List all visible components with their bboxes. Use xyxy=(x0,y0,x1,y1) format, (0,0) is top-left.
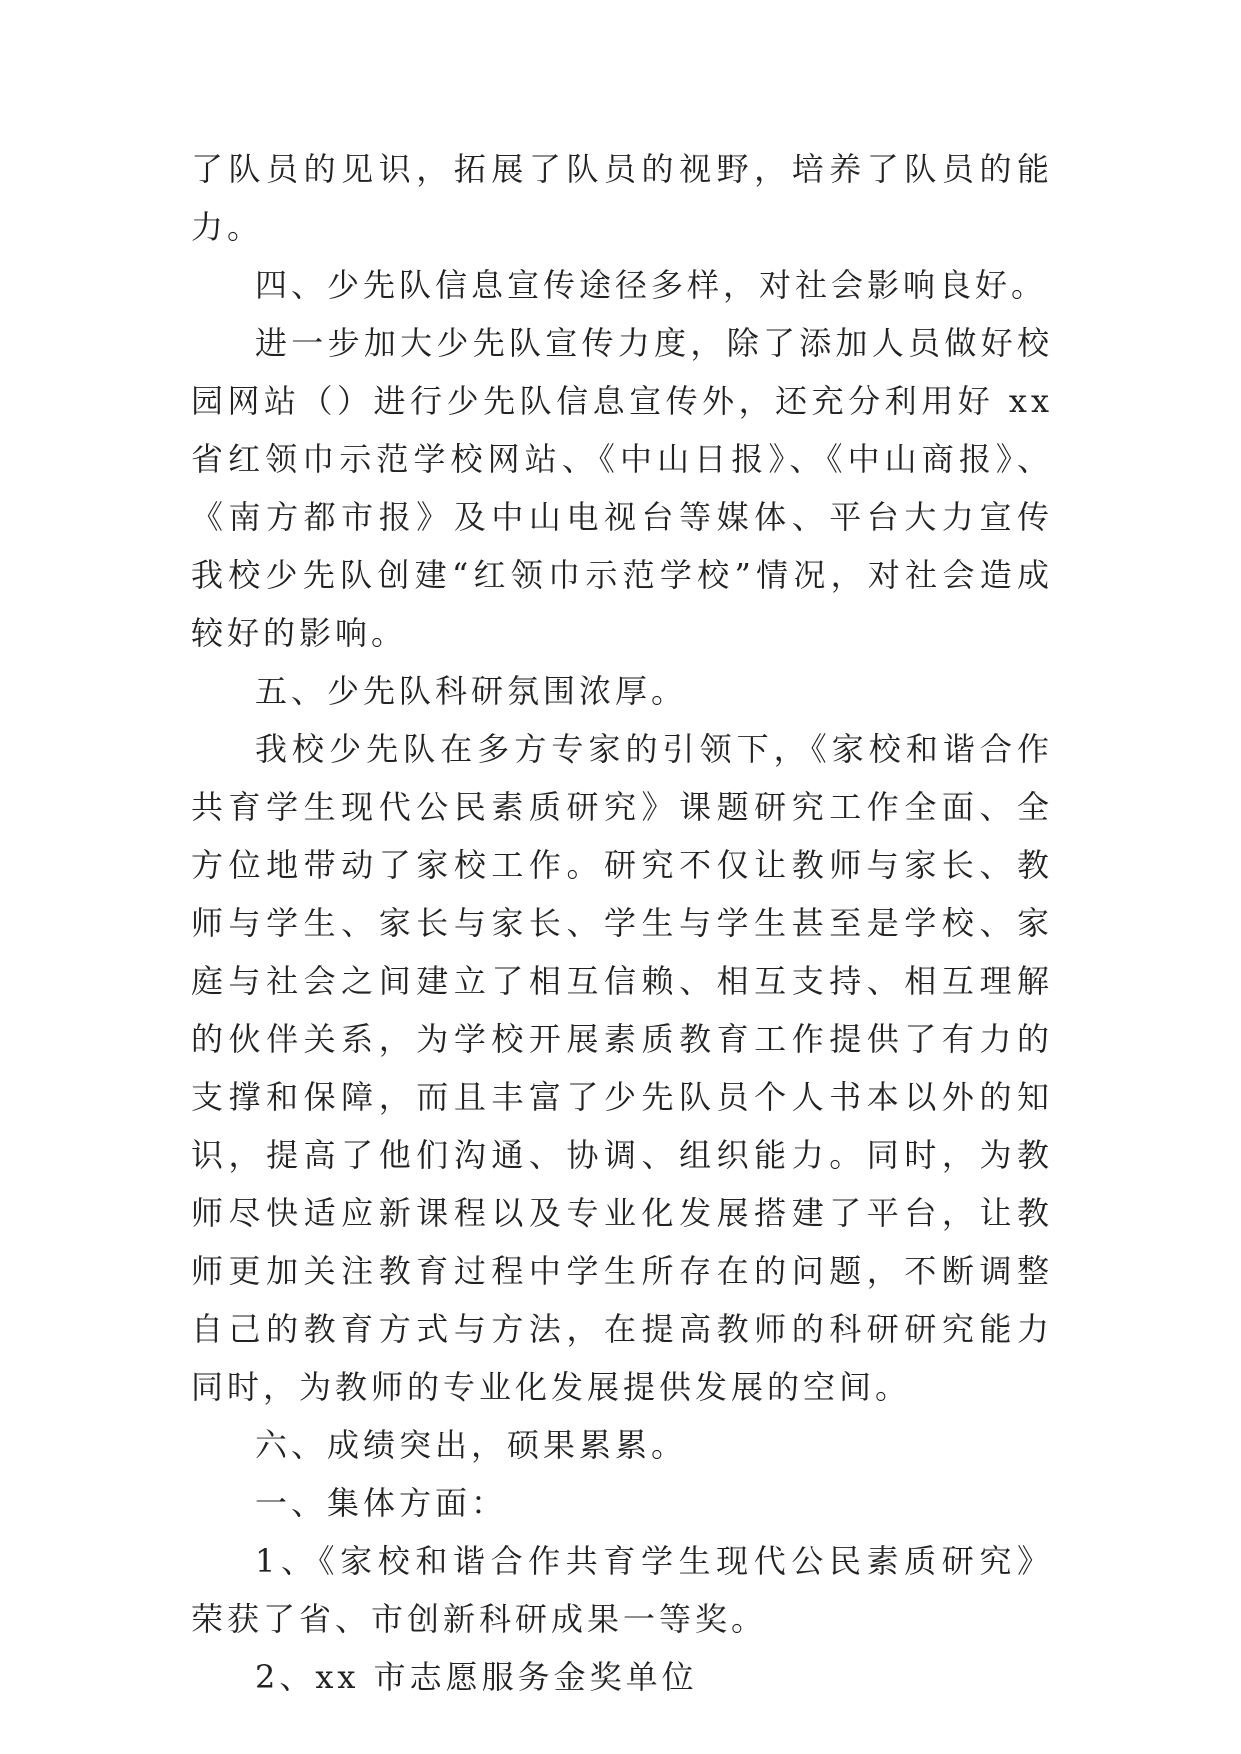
section-heading-5: 五、少先队科研氛围浓厚。 xyxy=(255,672,688,710)
document-page xyxy=(191,140,1053,1706)
section-heading-4: 四、少先队信息宣传途径多样，对社会影响良好。 xyxy=(255,266,1048,304)
paragraph-continuation: 了队员的见识，拓展了队员的视野，培养了队员的能力。 xyxy=(191,150,1053,246)
section-heading-6: 六、成绩突出，硕果累累。 xyxy=(255,1426,688,1464)
list-item-award-2: 2、xx 市志愿服务金奖单位 xyxy=(255,1658,698,1696)
paragraph-publicity: 进一步加大少先队宣传力度，除了添加人员做好校园网站（）进行少先队信息宣传外，还充分利用好 xx 省红领巾示范学校网站、《中山日报》、《中山商报》、《南方都市报》及中山电视台等媒体、平台大力宣传我校少先队创建“红领巾示范学校”情况，对社会造成较好的影响。 xyxy=(191,324,1053,652)
subsection-heading-collective: 一、集体方面： xyxy=(255,1484,508,1522)
list-item-award-1: 1、《家校和谐合作共育学生现代公民素质研究》荣获了省、市创新科研成果一等奖。 xyxy=(191,1542,1053,1638)
paragraph-research: 我校少先队在多方专家的引领下，《家校和谐合作共育学生现代公民素质研究》课题研究工作全面、全方位地带动了家校工作。研究不仅让教师与家长、教师与学生、家长与家长、学生与学生甚至是学校、家庭与社会之间建立了相互信赖、相互支持、相互理解的伙伴关系，为学校开展素质教育工作提供了有力的支撑和保障，而且丰富了少先队员个人书本以外的知识，提高了他们沟通、协调、组织能力。同时，为教师尽快适应新课程以及专业化发展搭建了平台，让教师更加关注教育过程中学生所存在的问题，不断调整自己的教育方式与方法，在提高教师的科研研究能力同时，为教师的专业化发展提供发展的空间。 xyxy=(191,730,1053,1406)
